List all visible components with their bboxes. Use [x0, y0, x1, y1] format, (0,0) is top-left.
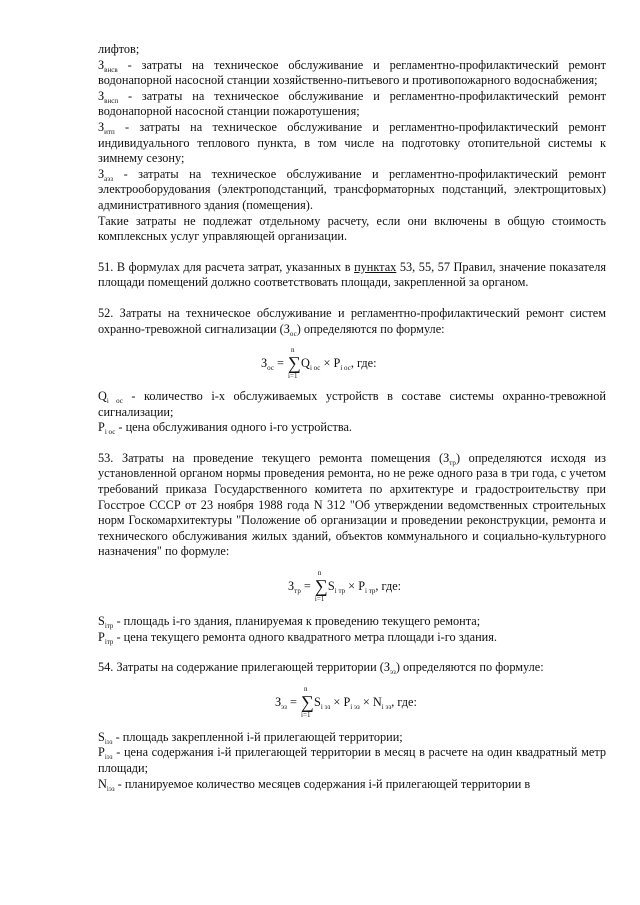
formula-equals: = — [300, 578, 314, 593]
paragraph-54 — [98, 660, 606, 676]
symbol: З — [98, 166, 105, 181]
definition-text: - цена содержания i-й прилегающей территории в месяц в расчете на один квадратный метр площади; — [98, 745, 606, 775]
symbol: P — [98, 629, 105, 644]
formula-var-sub: i эз — [381, 702, 392, 711]
formula-54 — [98, 676, 606, 730]
formula-equals: = — [273, 355, 288, 370]
symbol: З — [98, 57, 105, 72]
formula-lhs: З — [275, 694, 282, 709]
sigma-icon: ∑ — [314, 576, 328, 597]
formula-52 — [98, 337, 606, 389]
formula-var: P — [358, 578, 366, 593]
formula-var: S — [314, 694, 321, 709]
definition-item — [98, 167, 606, 214]
symbol: P — [98, 420, 105, 435]
symbol-subscript: iтр — [104, 622, 114, 631]
symbol-subscript: ос — [289, 329, 297, 338]
sum-upper: n — [304, 684, 308, 693]
definition-item — [98, 730, 606, 746]
formula-tail: , где: — [375, 578, 402, 593]
formula-53 — [98, 560, 606, 614]
definition-text: - цена обслуживания одного i-го устройства. — [115, 420, 353, 435]
symbol: N — [98, 776, 107, 791]
document-page — [98, 42, 606, 792]
paragraph-52 — [98, 306, 606, 337]
symbol-subscript: эз — [390, 668, 396, 677]
formula-times: × — [359, 694, 373, 709]
symbol-subscript: iэз — [104, 753, 113, 762]
symbol-subscript: iэз — [104, 737, 113, 746]
link-punktah[interactable]: пунктах — [354, 259, 397, 274]
symbol: S — [98, 614, 105, 629]
formula-var-sub: i эз — [320, 702, 331, 711]
symbol-subscript: аэз — [104, 174, 114, 183]
formula-tail: , где: — [391, 694, 417, 709]
definition-text: - цена текущего ремонта одного квадратного метра площади i-го здания. — [113, 629, 497, 644]
definition-item — [98, 745, 606, 776]
definition-item — [98, 420, 606, 436]
symbol: З — [98, 119, 105, 134]
paragraph-53 — [98, 451, 606, 560]
definition-item — [98, 630, 606, 646]
sum-lower: i=1 — [314, 595, 325, 604]
formula-var: P — [343, 694, 351, 709]
symbol-subscript: iтр — [104, 637, 114, 646]
note-paragraph: Такие затраты не подлежат отдельному расчету, если они включены в общую стоимость комплексных услуг управляющей организации. — [98, 213, 606, 244]
definition-item — [98, 120, 606, 167]
formula-lhs: З — [261, 355, 268, 370]
paragraph-text: 54. Затраты на содержание прилегающей территории (З — [98, 660, 391, 675]
sum-lower: i=1 — [301, 710, 311, 719]
definition-text: - площадь закрепленной i-й прилегающей территории; — [112, 729, 403, 744]
symbol: З — [98, 88, 105, 103]
formula-var: P — [333, 355, 341, 370]
formula-var: N — [372, 694, 382, 709]
sum-sign — [287, 346, 301, 381]
paragraph-text: ) определяются по формуле: — [296, 321, 445, 336]
symbol: P — [98, 745, 105, 760]
symbol: S — [98, 729, 105, 744]
formula-tail: , где: — [350, 355, 377, 370]
formula-times: × — [330, 694, 344, 709]
symbol-subscript: внсп — [104, 96, 119, 105]
definition-item — [98, 777, 606, 793]
formula-var: S — [327, 578, 335, 593]
definition-item — [98, 614, 606, 630]
definition-text: - планируемое количество месяцев содержания i-й прилегающей территории в — [114, 776, 531, 791]
symbol-subscript: i ос — [106, 397, 123, 406]
symbol-subscript: i ос — [104, 428, 116, 437]
definition-item — [98, 89, 606, 120]
sum-upper: n — [291, 346, 295, 355]
definition-text: - затраты на техническое обслуживание и регламентно-профилактический ремонт водонапорной насосной станции хозяйственно-питьевого и противопожарного водоснабжения; — [98, 57, 606, 88]
symbol: Q — [98, 389, 107, 404]
formula-lhs-sub: тр — [294, 586, 301, 595]
symbol-subscript: внсв — [104, 65, 118, 74]
definition-text: - количество i-х обслуживаемых устройств в составе системы охранно-тревожной сигнализации; — [98, 389, 606, 419]
paragraph-text: ) определяются исходя из установленной органом нормы проведения ремонта, но не реже одного раза в три года, с учетом требований приказа Государственного комитета по архитектуре и градостроительству при Госстрое СССР от 23 ноября 1988 года N 312 "Об утверждении ведомственных строительных норм Госкомархитектуры "Положение об организации и проведении реконструкции, ремонта и технического обслуживания жилых зданий, объектов коммунального и социально-культурного назначения" по формуле: — [98, 450, 606, 559]
sigma-icon: ∑ — [288, 353, 301, 374]
definition-text: - затраты на техническое обслуживание и регламентно-профилактический ремонт индивидуального теплового пункта, в том числе на подготовку отопительной системы к зимнему сезону; — [98, 119, 606, 166]
sum-sign — [300, 684, 314, 719]
sum-sign — [314, 569, 328, 604]
paragraph-text: 53, 55, 57 Правил, значение показателя площади помещений должно соответствовать площади, закрепленной за органом. — [98, 259, 606, 290]
sum-upper: n — [317, 569, 322, 578]
formula-lhs-sub: ос — [267, 363, 274, 372]
text-line: лифтов; — [98, 42, 140, 56]
paragraph-text: 52. Затраты на техническое обслуживание и регламентно-профилактический ремонт систем охранно-тревожной сигнализации (З — [98, 305, 606, 336]
sigma-icon: ∑ — [301, 691, 314, 712]
formula-lhs: З — [288, 578, 295, 593]
formula-lhs-sub: эз — [281, 702, 287, 711]
formula-var: Q — [301, 355, 310, 370]
definition-text: - затраты на техническое обслуживание и регламентно-профилактический ремонт водонапорной насосной станции пожаротушения; — [98, 88, 606, 119]
formula-var-sub: i тр — [365, 586, 376, 595]
definition-text: - площадь i-го здания, планируемая к проведению текущего ремонта; — [113, 614, 481, 629]
paragraph-51 — [98, 260, 606, 291]
definition-item — [98, 389, 606, 420]
formula-var-sub: i ос — [309, 363, 321, 372]
symbol-subscript: итп — [104, 127, 115, 136]
paragraph-text: ) определяются по формуле: — [395, 660, 544, 675]
formula-var-sub: i ос — [340, 363, 351, 372]
paragraph-text: 53. Затраты на проведение текущего ремонта помещения (З — [98, 450, 450, 465]
symbol-subscript: тр — [449, 458, 456, 467]
formula-times: × — [345, 578, 359, 593]
formula-times: × — [320, 355, 334, 370]
formula-var-sub: i тр — [334, 586, 346, 595]
formula-equals: = — [286, 694, 301, 709]
formula-var-sub: i эз — [350, 702, 360, 711]
definition-text: - затраты на техническое обслуживание и регламентно-профилактический ремонт электрооборудования (электроподстанций, трансформаторных подстанций, электрощитовых) административного здания (помещения). — [98, 166, 606, 212]
definition-item — [98, 58, 606, 89]
symbol-subscript: iэз — [106, 784, 115, 793]
sum-lower: i=1 — [288, 372, 298, 381]
paragraph-text: 51. В формулах для расчета затрат, указанных в — [98, 259, 355, 274]
